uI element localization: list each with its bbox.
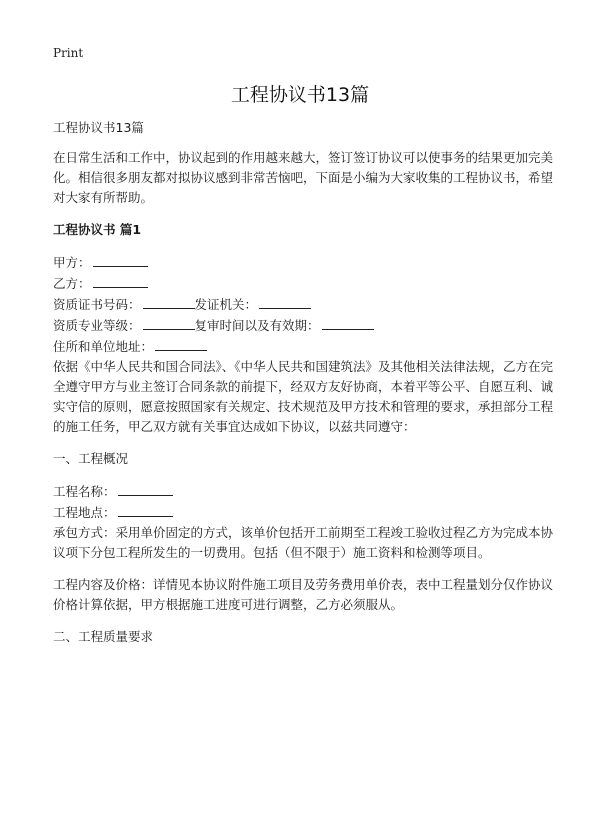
field-label: 复审时间以及有效期： — [194, 318, 320, 333]
field-party-b — [53, 273, 553, 294]
blank-line — [322, 315, 374, 330]
field-label: 工程地点： — [53, 505, 116, 520]
blank-line — [155, 336, 207, 351]
legal-basis-paragraph: 依据《中华人民共和国合同法》、《中华人民共和国建筑法》及其他相关法律法规，乙方在完全遵守甲方与业主签订合同条款的前提下，经双方友好协商，本着平等公平、自愿互利、诚实守信的原则，愿意按照国家有关规定、技术规范及甲方技术和管理的要求，承担部分工程的施工任务，甲乙双方就有关事宜达成如下协议，以兹共同遵守： — [53, 359, 554, 434]
print-link[interactable]: Print — [53, 46, 84, 60]
blank-line — [93, 252, 148, 267]
section-title-1: 工程协议书 篇1 — [53, 222, 142, 237]
field-project-location — [53, 502, 553, 523]
field-party-a — [53, 252, 553, 273]
field-project-name — [53, 481, 553, 502]
contract-method-paragraph: 承包方式：采用单价固定的方式，该单价包括开工前期至工程竣工验收过程乙方为完成本协议项下分包工程所发生的一切费用。包括（但不限于）施工资料和检测等项目。 — [53, 525, 554, 560]
blank-line — [118, 481, 173, 496]
field-label: 甲方： — [53, 255, 91, 270]
blank-line — [118, 502, 173, 517]
intro-paragraph: 在日常生活和工作中，协议起到的作用越来越大，签订签订协议可以使事务的结果更加完美化。相信很多朋友都对拟协议感到非常苦恼吧，下面是小编为大家收集的工程协议书，希望对大家有所帮助。 — [53, 150, 554, 205]
heading-overview: 一、工程概况 — [53, 451, 129, 466]
blank-line — [93, 273, 148, 288]
blank-line — [259, 294, 311, 309]
field-label: 发证机关： — [194, 297, 258, 312]
field-label: 资质证书号码： — [53, 297, 141, 312]
document-body — [53, 118, 553, 647]
field-address — [53, 336, 553, 357]
field-label: 住所和单位地址： — [53, 339, 154, 354]
field-label: 资质专业等级： — [53, 318, 141, 333]
field-label: 乙方： — [53, 276, 91, 291]
document-title: 工程协议书13篇 — [230, 84, 370, 106]
blank-line — [143, 294, 195, 309]
field-cert — [53, 294, 553, 315]
field-label: 工程名称： — [53, 484, 116, 499]
heading-quality: 二、工程质量要求 — [53, 629, 154, 644]
document-subtitle: 工程协议书13篇 — [53, 120, 144, 135]
field-grade — [53, 315, 553, 336]
content-price-paragraph: 工程内容及价格：详情见本协议附件施工项目及劳务费用单价表，表中工程量划分仅作协议价格计算依据，甲方根据施工进度可进行调整，乙方必须服从。 — [53, 577, 554, 612]
blank-line — [143, 315, 195, 330]
